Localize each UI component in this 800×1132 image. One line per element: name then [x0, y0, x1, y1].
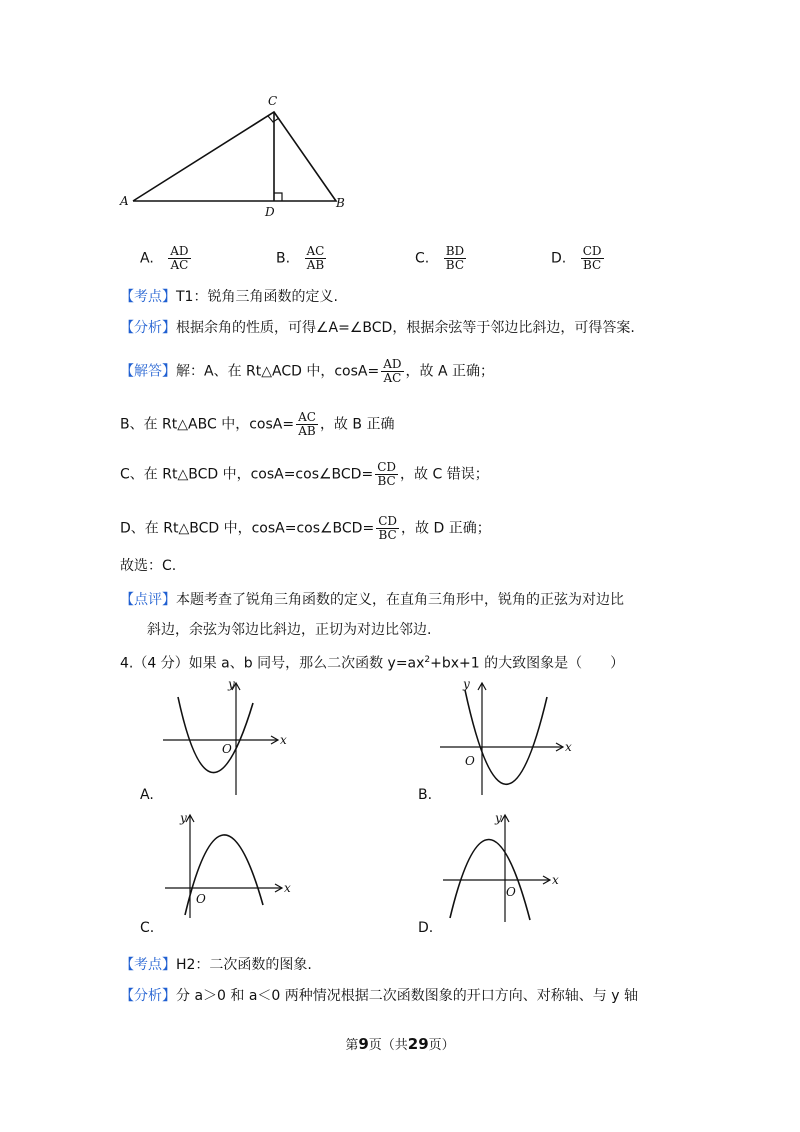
page-total: 29: [407, 1035, 429, 1053]
graph-a-label: A.: [140, 787, 154, 803]
svg-text:x: x: [284, 881, 291, 895]
kaodian-tag: 【考点】: [120, 289, 176, 305]
page-footer: 第9页（共29页）: [345, 1035, 455, 1053]
vertex-d-label: D: [265, 205, 275, 219]
q3-kaodian: 【考点】T1：锐角三角函数的定义.: [120, 289, 338, 305]
svg-text:y: y: [228, 677, 235, 691]
q3-jieda-b: B、在 Rt△ABC 中，cosA= $\frac{AC}{AB}$ ，故 B 正确: [120, 410, 395, 438]
q3-dianping: 【点评】本题考查了锐角三角函数的定义，在直角三角形中，锐角的正弦为对边比: [120, 592, 624, 608]
graph-b: [435, 675, 570, 800]
vertex-c-label: C: [268, 94, 278, 108]
q3-answer: 故选：C.: [120, 558, 177, 574]
vertex-b-label: B: [336, 196, 345, 210]
q3-option-d: D. $\frac{CD}{BC}$: [551, 244, 602, 272]
svg-text:x: x: [565, 740, 572, 754]
q3-jieda-c: C、在 Rt△BCD 中，cosA=cos∠BCD= $\frac{CD}{BC}$ ，故 C 错误；: [120, 460, 489, 488]
svg-text:x: x: [552, 873, 559, 887]
q3-option-a: A. $\frac{AD}{AC}$: [140, 244, 189, 272]
q3-jieda-d: D、在 Rt△BCD 中，cosA=cos∠BCD= $\frac{CD}{BC}$ ，故 D 正确；: [120, 514, 491, 542]
svg-text:O: O: [222, 742, 232, 756]
graph-a: [158, 675, 288, 800]
svg-text:O: O: [465, 754, 475, 768]
dianping-tag: 【点评】: [120, 592, 176, 608]
q3-fenxi: 【分析】根据余角的性质，可得∠A=∠BCD，根据余弦等于邻边比斜边，可得答案.: [120, 320, 635, 336]
svg-text:y: y: [180, 811, 187, 825]
triangle-figure: [115, 90, 355, 220]
q3-option-b: B. $\frac{AC}{AB}$: [276, 244, 325, 272]
q3-dianping-cont: 斜边，余弦为邻边比斜边，正切为对边比邻边.: [147, 622, 432, 638]
q4-kaodian: 【考点】H2：二次函数的图象.: [120, 957, 312, 973]
fenxi-tag: 【分析】: [120, 320, 176, 336]
svg-text:O: O: [506, 885, 516, 899]
graph-b-label: B.: [418, 787, 433, 803]
q3-option-c: C. $\frac{BD}{BC}$: [415, 244, 465, 272]
q3-jieda-a: 【解答】解：A、在 Rt△ACD 中，cosA= $\frac{AD}{AC}$ ，故 A 正确；: [120, 357, 494, 385]
svg-text:x: x: [280, 733, 287, 747]
page-number: 9: [358, 1035, 369, 1053]
q4-stem: 4.（4 分）如果 a、b 同号，那么二次函数 $y=ax^2+bx+1$ 的大致图象是（ ）: [120, 655, 625, 672]
svg-text:O: O: [196, 892, 206, 906]
svg-text:y: y: [463, 677, 470, 691]
graph-c: [160, 810, 295, 920]
fenxi-tag: 【分析】: [120, 988, 176, 1004]
vertex-a-label: A: [120, 194, 129, 208]
kaodian-tag: 【考点】: [120, 957, 176, 973]
svg-text:y: y: [495, 811, 502, 825]
graph-d: [438, 810, 563, 925]
q4-fenxi: 【分析】分 a＞0 和 a＜0 两种情况根据二次函数图象的开口方向、对称轴、与 y 轴: [120, 988, 638, 1004]
graph-c-label: C.: [140, 920, 155, 936]
graph-d-label: D.: [418, 920, 434, 936]
jieda-tag: 【解答】: [120, 363, 176, 380]
